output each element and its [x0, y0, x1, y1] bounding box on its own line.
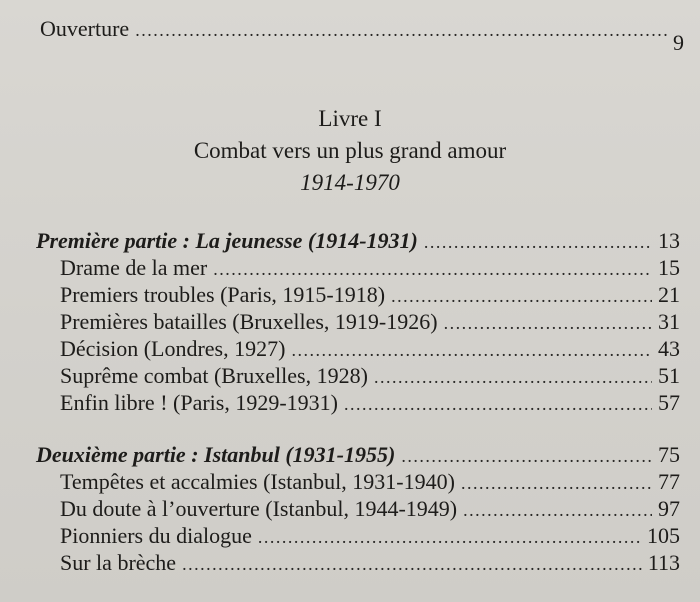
toc-entry-label: Ouverture: [40, 16, 130, 41]
toc-entry-label: Sur la brèche: [60, 550, 177, 575]
toc-entry: [60, 523, 680, 550]
book-years: 1914-1970: [300, 170, 400, 195]
toc-entry-label: Pionniers du dialogue: [60, 523, 252, 548]
toc-entry: [60, 282, 680, 309]
dot-leader: [344, 391, 652, 417]
toc-entry-page: 31: [658, 309, 680, 334]
toc-entry: [60, 336, 680, 363]
toc-entry-page: 43: [658, 336, 680, 361]
toc-entry-page: 97: [658, 496, 680, 521]
toc-entry-label: Du doute à l’ouverture (Istanbul, 1944-1949): [60, 496, 458, 521]
toc-entry-page: 113: [647, 550, 680, 575]
toc-entry: [60, 363, 680, 390]
dot-leader: [444, 310, 652, 336]
dot-leader: [424, 229, 652, 255]
part-title-label: Première partie : La jeunesse (1914-1931): [36, 228, 418, 253]
toc-entry-page: 105: [647, 523, 680, 548]
book-label: Livre I: [318, 106, 382, 131]
toc-entry-label: Premières batailles (Bruxelles, 1919-1926): [60, 309, 438, 334]
toc-entry-page: 15: [658, 255, 680, 280]
toc-entry: [60, 309, 680, 336]
part-title-page: 13: [658, 228, 680, 253]
toc-entry-label: Décision (Londres, 1927): [60, 336, 286, 361]
toc-entry-page: 57: [658, 390, 680, 415]
toc-entry-page: 51: [658, 363, 680, 388]
toc-entry-page: 77: [658, 469, 680, 494]
dot-leader: [401, 443, 652, 469]
dot-leader: [182, 551, 642, 577]
dot-leader: [258, 524, 641, 550]
toc-entry: [60, 496, 680, 523]
part-title-page: 75: [658, 442, 680, 467]
toc-entry-label: Drame de la mer: [60, 255, 208, 280]
toc-entry-label: Enfin libre ! (Paris, 1929-1931): [60, 390, 338, 415]
toc-entry-label: Tempêtes et accalmies (Istanbul, 1931-1940): [60, 469, 455, 494]
toc-entry: [60, 469, 680, 496]
dot-leader: [135, 17, 667, 43]
dot-leader: [391, 283, 652, 309]
part-title-2: [36, 442, 680, 469]
toc-entry: [60, 550, 680, 577]
dot-leader: [291, 337, 652, 363]
book-title: Combat vers un plus grand amour: [193, 138, 507, 163]
dot-leader: [374, 364, 652, 390]
toc-entry: [60, 390, 680, 417]
toc-entry-label: Suprême combat (Bruxelles, 1928): [60, 363, 368, 388]
toc-entry-page: 21: [658, 282, 680, 307]
part-title-1: [36, 228, 680, 255]
toc-entry: [60, 255, 680, 282]
part-title-label: Deuxième partie : Istanbul (1931-1955): [36, 442, 396, 467]
toc-entry-label: Premiers troubles (Paris, 1915-1918): [60, 282, 386, 307]
dot-leader: [461, 470, 652, 496]
toc-entry-page: 9: [673, 30, 684, 55]
dot-leader: [463, 497, 652, 523]
dot-leader: [213, 256, 652, 282]
toc-entry-ouverture: [40, 16, 684, 55]
